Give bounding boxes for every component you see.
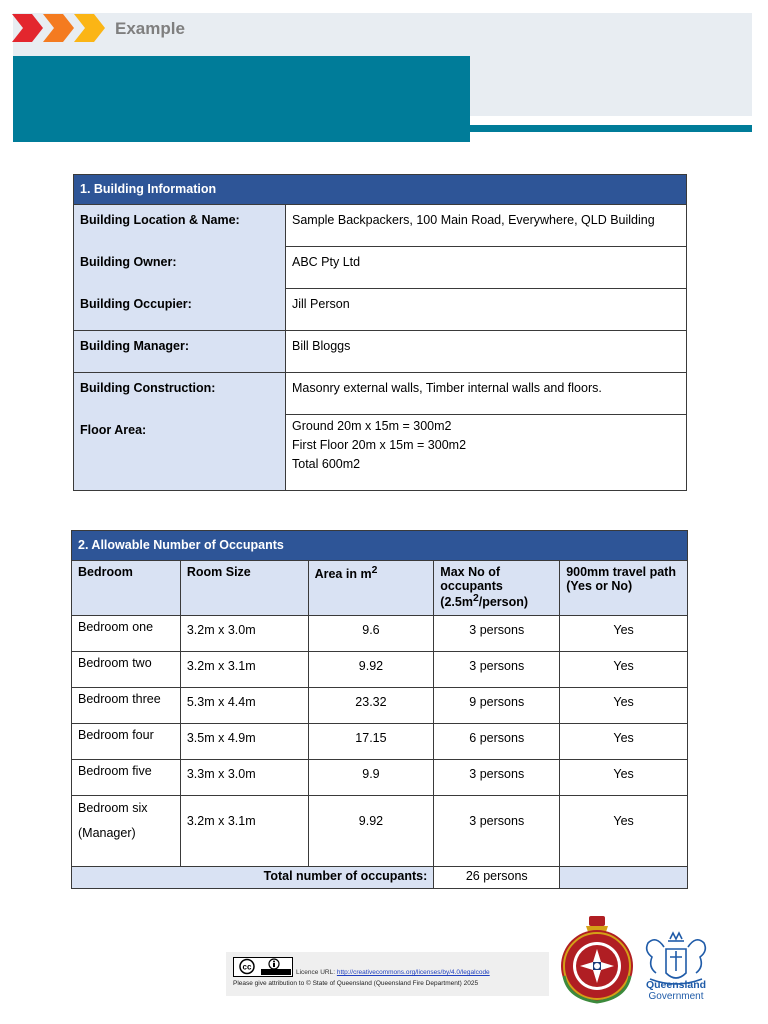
building-info-table [73, 174, 687, 491]
table-row [72, 724, 688, 760]
max-occupants: 3 persons [434, 616, 560, 652]
travel-path: Yes [560, 724, 688, 760]
building-occupier-value: Jill Person [286, 289, 687, 331]
travel-path: Yes [560, 616, 688, 652]
occupants-heading: 2. Allowable Number of Occupants [72, 531, 688, 561]
queensland-fire-department-logo [558, 916, 636, 1004]
total-occupants-value: 26 persons [434, 867, 560, 889]
building-manager-label: Building Manager: [74, 331, 286, 373]
col-bedroom: Bedroom [72, 561, 181, 616]
col-travel-path: 900mm travel path (Yes or No) [560, 561, 688, 616]
building-location-label: Building Location & Name: [74, 205, 286, 247]
table-row [72, 688, 688, 724]
page-title: Example [115, 19, 185, 38]
building-occupier-label: Building Occupier: [74, 289, 286, 331]
total-row [72, 867, 688, 889]
licence-url: Licence URL: http://creativecommons.org/licenses/by/4.0/legalcode [296, 969, 490, 976]
floor-area-first: First Floor 20m x 15m = 300m2 [292, 438, 467, 452]
table-row [72, 652, 688, 688]
floor-area-value [286, 415, 687, 491]
total-occupants-label: Total number of occupants: [72, 867, 434, 889]
table-header-row [72, 561, 688, 616]
bedroom-name: Bedroom two [72, 652, 181, 688]
attribution-text: Please give attribution to © State of Queensland (Queensland Fire Department) 2025 [233, 980, 479, 987]
room-size: 3.5m x 4.9m [180, 724, 308, 760]
occupants-table [71, 530, 688, 889]
title-banner [13, 56, 470, 142]
table-row [74, 415, 687, 491]
bedroom-name: Bedroom six (Manager) [72, 796, 181, 867]
travel-path: Yes [560, 688, 688, 724]
col-max-occupants: Max No of occupants $(2.5m^2/person)$ [434, 561, 560, 616]
table-row [74, 247, 687, 289]
room-area: 9.9 [308, 760, 434, 796]
bedroom-name: Bedroom four [72, 724, 181, 760]
licence-link[interactable]: http://creativecommons.org/licenses/by/4.0/legalcode [336, 969, 490, 976]
floor-area-ground: Ground 20m x 15m = 300m2 [292, 419, 452, 433]
floor-area-total: Total 600m2 [292, 457, 361, 471]
table-row [72, 760, 688, 796]
travel-path: Yes [560, 760, 688, 796]
table-row [74, 289, 687, 331]
building-manager-value: Bill Bloggs [286, 331, 687, 373]
table-row [74, 205, 687, 247]
table-row [72, 796, 688, 867]
max-occupants: 9 persons [434, 688, 560, 724]
room-area: 9.92 [308, 796, 434, 867]
table-row [74, 373, 687, 415]
bedroom-name: Bedroom one [72, 616, 181, 652]
room-area: 9.6 [308, 616, 434, 652]
col-area: Area in $m^2$ [308, 561, 434, 616]
travel-path: Yes [560, 796, 688, 867]
building-owner-label: Building Owner: [74, 247, 286, 289]
building-construction-value: Masonry external walls, Timber internal walls and floors. [286, 373, 687, 415]
total-blank-cell [560, 867, 688, 889]
room-area: 9.92 [308, 652, 434, 688]
max-occupants: 6 persons [434, 724, 560, 760]
floor-area-label: Floor Area: [74, 415, 286, 491]
chevron-arrows-icon [12, 14, 108, 42]
room-area: 17.15 [308, 724, 434, 760]
svg-text:cc: cc [242, 962, 252, 972]
room-size: 3.2m x 3.1m [180, 652, 308, 688]
queensland-government-wordmark: Queensland Government [645, 979, 707, 1002]
cc-by-icon [233, 957, 293, 977]
building-location-value: Sample Backpackers, 100 Main Road, Everywhere, QLD Building [286, 205, 687, 247]
table-row [72, 616, 688, 652]
title-underline [470, 125, 752, 132]
max-occupants: 3 persons [434, 760, 560, 796]
building-construction-label: Building Construction: [74, 373, 286, 415]
bedroom-name: Bedroom five [72, 760, 181, 796]
room-size: 3.2m x 3.1m [180, 796, 308, 867]
building-owner-value: ABC Pty Ltd [286, 247, 687, 289]
max-occupants: 3 persons [434, 652, 560, 688]
room-area: 23.32 [308, 688, 434, 724]
bedroom-name: Bedroom three [72, 688, 181, 724]
room-size: 3.2m x 3.0m [180, 616, 308, 652]
col-room-size: Room Size [180, 561, 308, 616]
travel-path: Yes [560, 652, 688, 688]
table-row [74, 331, 687, 373]
room-size: 3.3m x 3.0m [180, 760, 308, 796]
building-info-heading: 1. Building Information [74, 175, 687, 205]
room-size: 5.3m x 4.4m [180, 688, 308, 724]
max-occupants: 3 persons [434, 796, 560, 867]
